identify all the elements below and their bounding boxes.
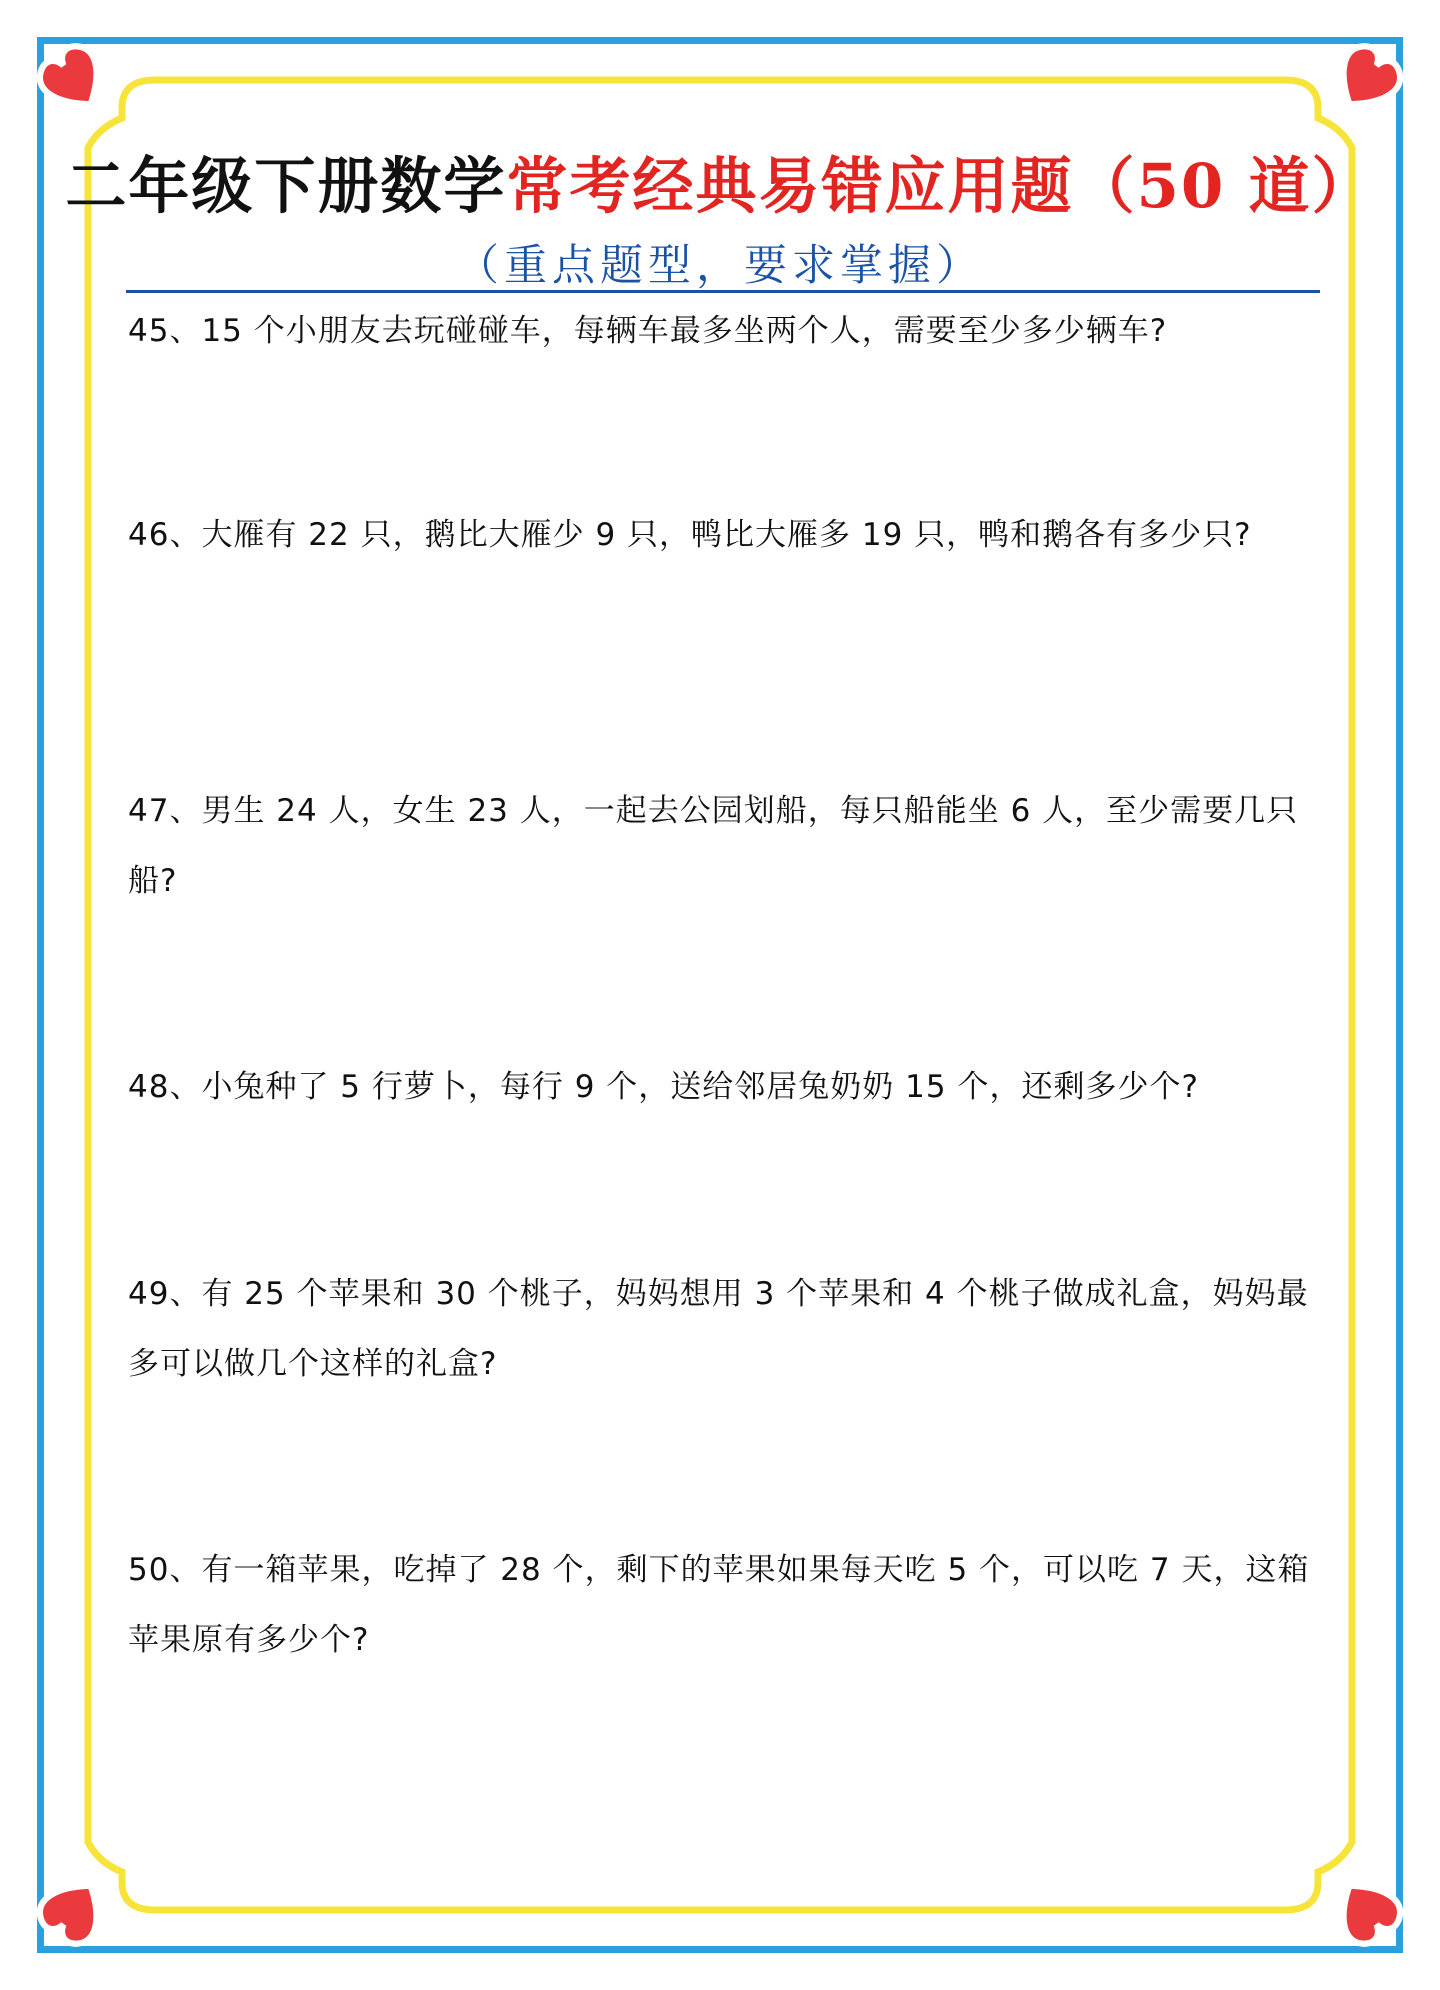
question-46: 46、大雁有 22 只，鹅比大雁少 9 只，鸭比大雁多 19 只，鸭和鹅各有多少只? [128,517,1252,553]
heart-icon-bottom-left [33,1869,115,1951]
title-divider [126,290,1320,293]
question-49: 49、有 25 个苹果和 30 个桃子，妈妈想用 3 个苹果和 4 个桃子做成礼盒，妈妈最多可以做几个这样的礼盒? [128,1276,1309,1382]
question-47: 47、男生 24 人，女生 23 人，一起去公园划船，每只船能坐 6 人，至少需要几只船? [128,793,1299,899]
heart-icon-bottom-right [1325,1869,1407,1951]
heart-icon-top-right [1325,39,1407,121]
title-main: 二年级下册数学 [65,151,507,222]
page-title [0,138,1440,225]
question-50: 50、有一箱苹果，吃掉了 28 个，剩下的苹果如果每天吃 5 个，可以吃 7 天，这箱苹果原有多少个? [128,1552,1310,1658]
question-45: 45、15 个小朋友去玩碰碰车，每辆车最多坐两个人，需要至少多少辆车? [128,313,1168,349]
title-highlight: 常考经典易错应用题（50 道） [506,151,1375,222]
question-48: 48、小兔种了 5 行萝卜，每行 9 个，送给邻居兔奶奶 15 个，还剩多少个? [128,1069,1199,1105]
heart-icon-top-left [33,39,115,121]
page-subtitle: （重点题型，要求掌握） [456,241,984,291]
